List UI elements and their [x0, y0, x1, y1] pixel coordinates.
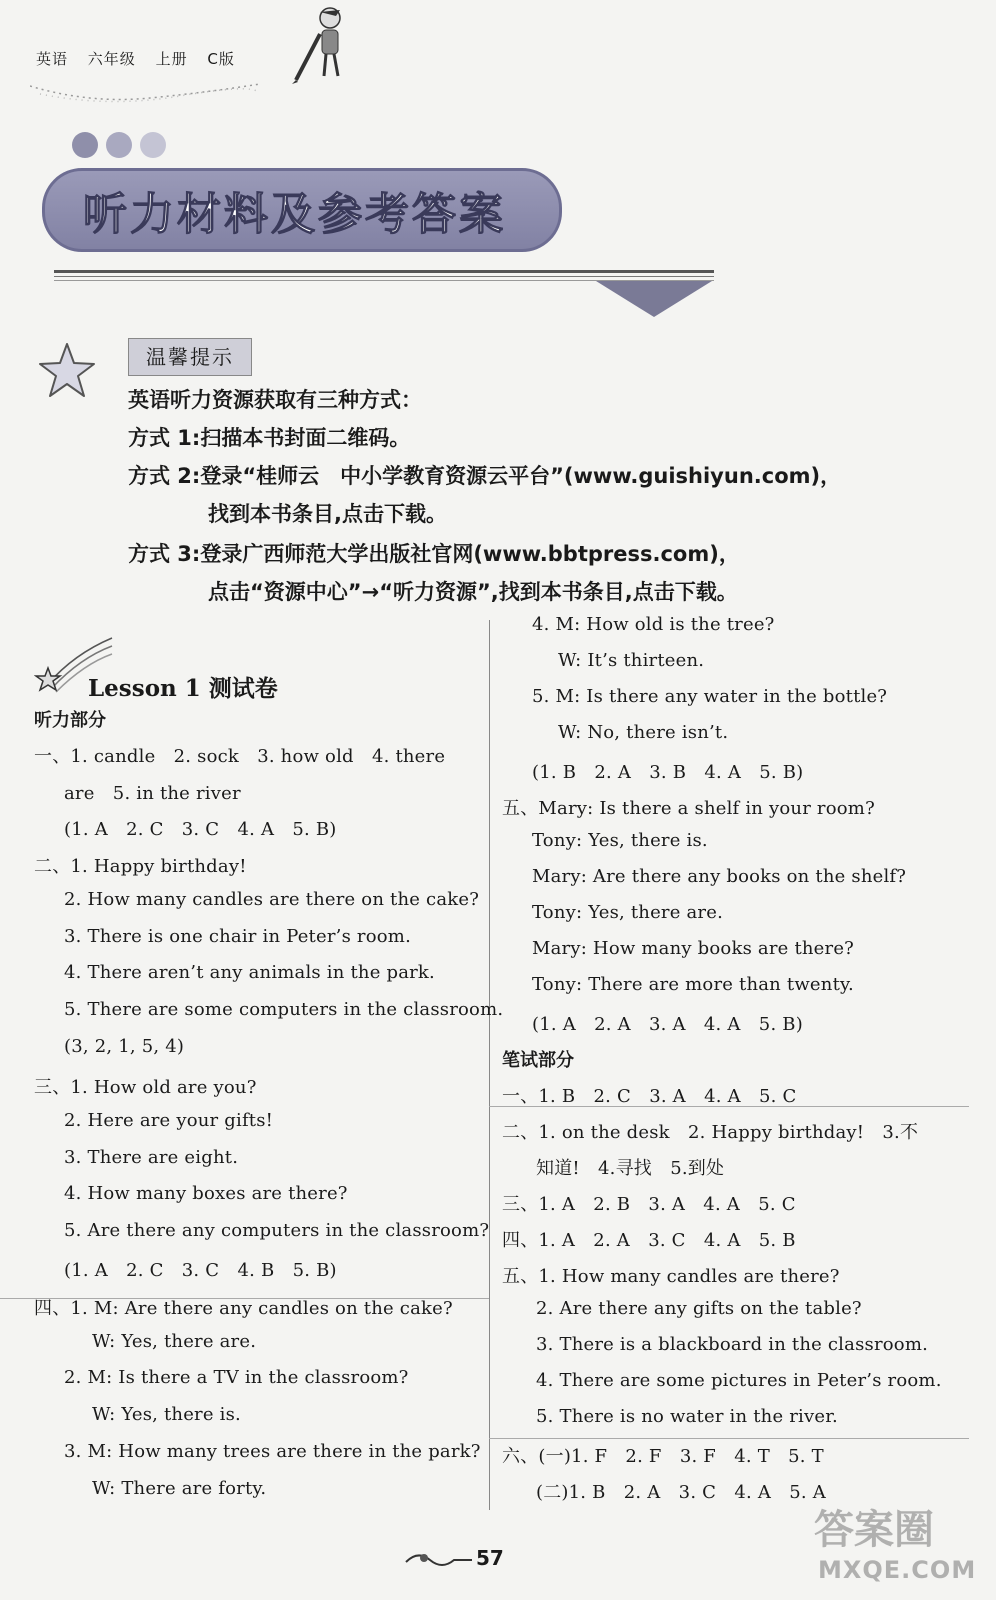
lesson-title-cn: 测试卷 [208, 676, 278, 702]
section-heading-written: 笔试部分 [502, 1050, 574, 1071]
header-grade: 六年级 [87, 50, 136, 68]
answer-line: Mary: How many books are there? [532, 938, 855, 959]
answer-line: Tony: There are more than twenty. [532, 974, 854, 995]
answer-line: (1. B 2. A 3. B 4. A 5. B) [532, 762, 804, 783]
answer-line: 二、1. Happy birthday! [34, 856, 247, 877]
answer-line: 3. There is a blackboard in the classroom. [536, 1334, 929, 1355]
header-meta [36, 48, 249, 69]
answer-line: Mary: Are there any books on the shelf? [532, 866, 907, 887]
divider [54, 270, 714, 273]
answer-line: are 5. in the river [64, 783, 241, 804]
answer-line: 5. M: Is there any water in the bottle? [532, 686, 888, 707]
answer-line: 5. There is no water in the river. [536, 1406, 838, 1427]
tips-way2-cont: 找到本书条目,点击下载。 [208, 502, 447, 526]
answer-line: 2. How many candles are there on the cake? [64, 889, 480, 910]
decorative-dots [72, 132, 174, 162]
section-banner [42, 168, 562, 252]
sparkle-trail-icon [30, 82, 260, 106]
watermark-line2: MXQE.COM [818, 1556, 977, 1584]
answer-line: 五、Mary: Is there a shelf in your room? [502, 798, 875, 819]
answer-line: 六、(一)1. F 2. F 3. F 4. T 5. T [502, 1446, 824, 1467]
header-volume: 上册 [155, 50, 188, 68]
answer-line: 四、1. A 2. A 3. C 4. A 5. B [502, 1230, 796, 1251]
answer-line: 三、1. How old are you? [34, 1077, 257, 1098]
tips-way1: 方式 1:扫描本书封面二维码。 [128, 426, 411, 450]
answer-line: (1. A 2. C 3. C 4. A 5. B) [64, 819, 337, 840]
answer-line: (3, 2, 1, 5, 4) [64, 1036, 185, 1057]
tips-way3-cont: 点击“资源中心”→“听力资源”,找到本书条目,点击下载。 [208, 580, 738, 604]
watermark-line1: 答案圈 [814, 1507, 934, 1553]
answer-line: Tony: Yes, there is. [532, 830, 708, 851]
section-heading-listening: 听力部分 [34, 710, 106, 731]
answer-line: (1. A 2. A 3. A 4. A 5. B) [532, 1014, 803, 1035]
header-edition: C版 [207, 50, 235, 68]
divider [54, 276, 714, 277]
answer-line: 知道! 4.寻找 5.到处 [536, 1158, 725, 1179]
answer-line: 五、1. How many candles are there? [502, 1266, 840, 1287]
answer-line: 四、1. M: Are there any candles on the cake? [34, 1298, 453, 1319]
answer-line: W: No, there isn’t. [558, 722, 729, 743]
tips-label: 温馨提示 [128, 338, 252, 376]
page-number: 57 [476, 1546, 504, 1570]
answer-line: 3. There is one chair in Peter’s room. [64, 926, 411, 947]
answer-line: 一、1. B 2. C 3. A 4. A 5. C [502, 1086, 797, 1107]
tips-intro: 英语听力资源获取有三种方式： [128, 388, 422, 412]
answer-line: 5. There are some computers in the classroom. [64, 999, 504, 1020]
triangle-marker-icon [596, 281, 712, 317]
answer-line: (二)1. B 2. A 3. C 4. A 5. A [536, 1482, 826, 1503]
footer-ornament-icon [404, 1548, 474, 1570]
column-divider [489, 620, 490, 1510]
answer-line: 二、1. on the desk 2. Happy birthday! 3.不 [502, 1122, 919, 1143]
answer-line: 3. There are eight. [64, 1147, 239, 1168]
lesson-title-en: Lesson 1 [88, 675, 201, 702]
dot-icon [140, 132, 166, 158]
answer-line: (1. A 2. C 3. C 4. B 5. B) [64, 1260, 337, 1281]
header-subject: 英语 [36, 50, 69, 68]
answer-line: 2. M: Is there a TV in the classroom? [64, 1367, 409, 1388]
divider [489, 1438, 969, 1439]
answer-line: W: Yes, there are. [92, 1331, 257, 1352]
banner-title: 听力材料及参考答案 [83, 189, 506, 240]
tips-way3: 方式 3:登录广西师范大学出版社官网(www.bbtpress.com)， [128, 542, 740, 566]
answer-line: 一、1. candle 2. sock 3. how old 4. there [34, 746, 446, 767]
answer-line: W: There are forty. [92, 1478, 267, 1499]
answer-line: 2. Here are your gifts! [64, 1110, 274, 1131]
child-with-pencil-icon [290, 4, 354, 84]
answer-line: 5. Are there any computers in the classroom? [64, 1220, 490, 1241]
answer-line: W: It’s thirteen. [558, 650, 705, 671]
answer-line: 2. Are there any gifts on the table? [536, 1298, 862, 1319]
answer-line: 3. M: How many trees are there in the park? [64, 1441, 481, 1462]
answer-line: W: Yes, there is. [92, 1404, 241, 1425]
answer-line: 4. There are some pictures in Peter’s room. [536, 1370, 942, 1391]
answer-line: 4. How many boxes are there? [64, 1183, 348, 1204]
star-icon [36, 340, 98, 402]
answer-line: 4. There aren’t any animals in the park. [64, 962, 435, 983]
watermark-logo [800, 1494, 977, 1594]
dot-icon [72, 132, 98, 158]
dot-icon [106, 132, 132, 158]
lesson-title [88, 670, 278, 703]
answer-line: 三、1. A 2. B 3. A 4. A 5. C [502, 1194, 796, 1215]
answer-line: Tony: Yes, there are. [532, 902, 724, 923]
tips-way2: 方式 2:登录“桂师云 中小学教育资源云平台”(www.guishiyun.com)， [128, 464, 842, 488]
answer-line: 4. M: How old is the tree? [532, 614, 775, 635]
